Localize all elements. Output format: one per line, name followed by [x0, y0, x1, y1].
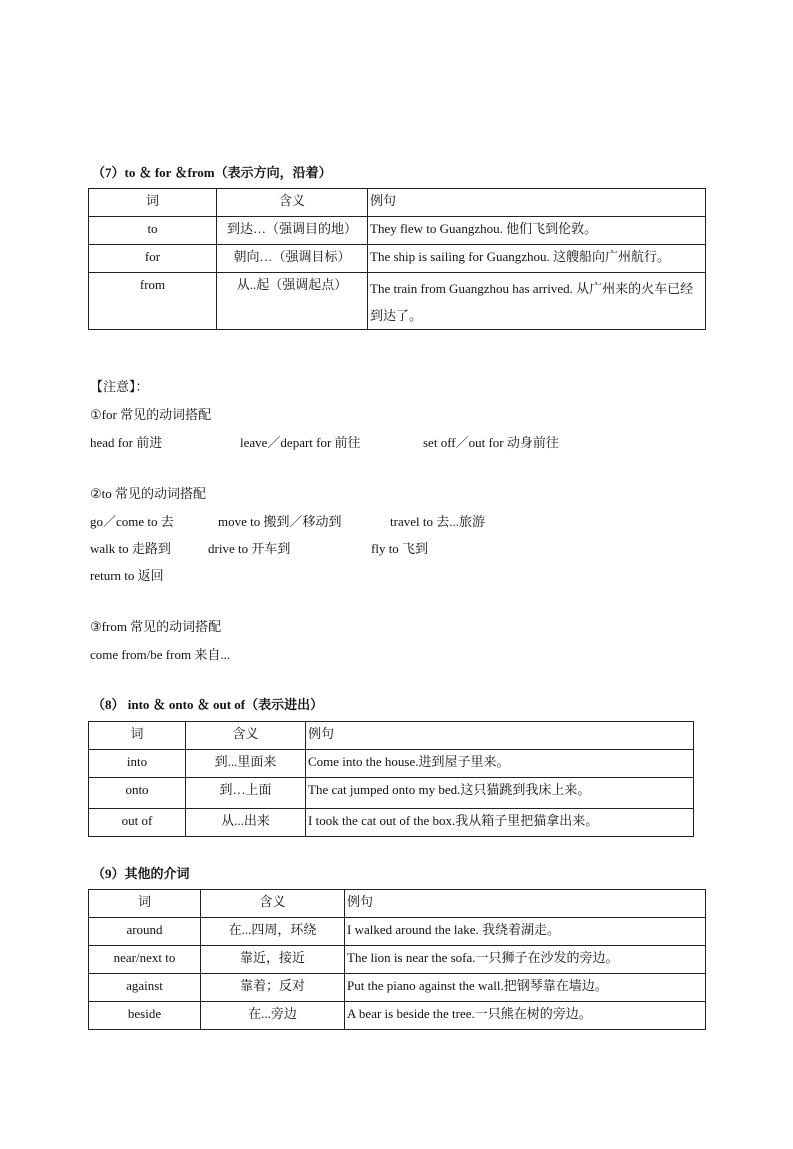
meaning-cell: 到...里面来	[186, 750, 306, 778]
word-cell: into	[89, 750, 186, 778]
from-collocation-title: ③from 常见的动词搭配	[90, 619, 222, 634]
example-cell: The ship is sailing for Guangzhou. 这艘船向广州航行。	[368, 245, 706, 273]
word-cell: out of	[89, 809, 186, 837]
to-collocation-title: ②to 常见的动词搭配	[90, 486, 207, 501]
header-word: 词	[89, 890, 201, 918]
header-word: 词	[89, 722, 186, 750]
table-row	[89, 245, 706, 273]
table-row	[89, 946, 706, 974]
table-header-row	[89, 890, 706, 918]
section-8-table	[88, 721, 694, 837]
table-header-row	[89, 722, 694, 750]
example-cell: Put the piano against the wall.把钢琴靠在墙边。	[345, 974, 706, 1002]
header-word: 词	[89, 189, 217, 217]
to-item: return to 返回	[90, 568, 164, 583]
header-example: 例句	[345, 890, 706, 918]
section-9-heading: （9）其他的介词	[92, 866, 190, 881]
table-row	[89, 1002, 706, 1030]
word-cell: around	[89, 918, 201, 946]
word-cell: onto	[89, 778, 186, 809]
from-item: come from/be from 来自...	[90, 647, 231, 662]
header-example: 例句	[306, 722, 694, 750]
example-cell: The cat jumped onto my bed.这只猫跳到我床上来。	[306, 778, 694, 809]
to-item: fly to 飞到	[371, 541, 429, 556]
header-example: 例句	[368, 189, 706, 217]
table-row	[89, 778, 694, 809]
table-row	[89, 273, 706, 330]
meaning-cell: 到…上面	[186, 778, 306, 809]
section-7-heading: （7）to ＆ for ＆from（表示方向，沿着）	[92, 165, 332, 180]
meaning-cell: 从...出来	[186, 809, 306, 837]
to-item: travel to 去...旅游	[390, 514, 485, 529]
example-cell: Come into the house.进到屋子里来。	[306, 750, 694, 778]
header-meaning: 含义	[201, 890, 345, 918]
for-collocation-title: ①for 常见的动词搭配	[90, 407, 212, 422]
table-row	[89, 918, 706, 946]
word-cell: against	[89, 974, 201, 1002]
meaning-cell: 靠着；反对	[201, 974, 345, 1002]
table-row	[89, 217, 706, 245]
table-row	[89, 750, 694, 778]
to-item: move to 搬到／移动到	[218, 514, 342, 529]
word-cell: beside	[89, 1002, 201, 1030]
meaning-cell: 在...旁边	[201, 1002, 345, 1030]
table-row	[89, 974, 706, 1002]
section-9-table	[88, 889, 706, 1030]
example-cell: A bear is beside the tree.一只熊在树的旁边。	[345, 1002, 706, 1030]
example-cell: I walked around the lake. 我绕着湖走。	[345, 918, 706, 946]
section-7-table	[88, 188, 706, 330]
to-item: walk to 走路到	[90, 541, 171, 556]
for-item: set off／out for 动身前往	[423, 435, 559, 450]
example-cell: They flew to Guangzhou. 他们飞到伦敦。	[368, 217, 706, 245]
meaning-cell: 在...四周，环绕	[201, 918, 345, 946]
word-cell: from	[89, 273, 217, 330]
word-cell: to	[89, 217, 217, 245]
header-meaning: 含义	[217, 189, 368, 217]
example-cell: I took the cat out of the box.我从箱子里把猫拿出来。	[306, 809, 694, 837]
meaning-cell: 靠近，接近	[201, 946, 345, 974]
meaning-cell: 朝向…（强调目标）	[217, 245, 368, 273]
to-item: drive to 开车到	[208, 541, 291, 556]
header-meaning: 含义	[186, 722, 306, 750]
meaning-cell: 从..起（强调起点）	[217, 273, 368, 330]
example-cell: The lion is near the sofa.一只狮子在沙发的旁边。	[345, 946, 706, 974]
for-item: leave／depart for 前往	[240, 435, 361, 450]
example-cell: The train from Guangzhou has arrived. 从广州来的火车已经到达了。	[368, 273, 706, 330]
meaning-cell: 到达…（强调目的地）	[217, 217, 368, 245]
for-item: head for 前进	[90, 435, 163, 450]
section-8-heading: （8） into ＆ onto ＆ out of（表示进出）	[92, 697, 324, 712]
word-cell: for	[89, 245, 217, 273]
table-row	[89, 809, 694, 837]
to-item: go／come to 去	[90, 514, 174, 529]
notes-title: 【注意】：	[90, 379, 149, 394]
word-cell: near/next to	[89, 946, 201, 974]
table-header-row	[89, 189, 706, 217]
